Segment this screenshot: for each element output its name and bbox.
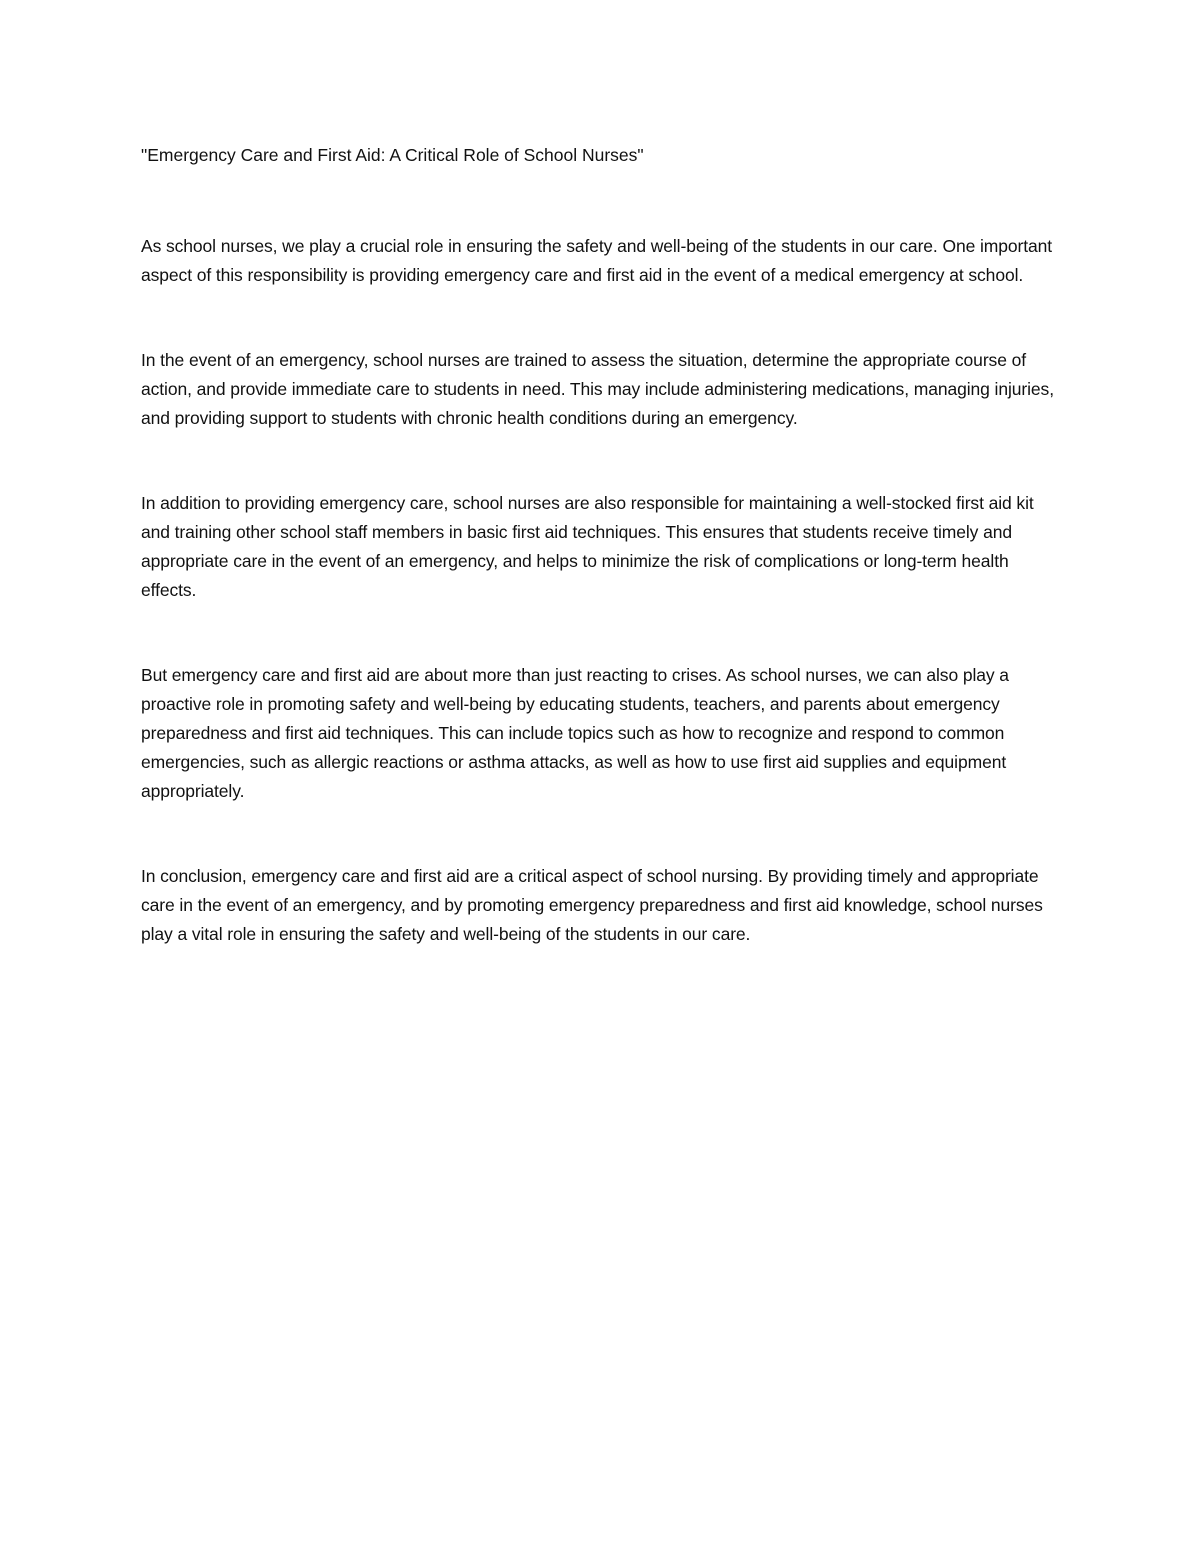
- paragraph-intro: As school nurses, we play a crucial role in ensuring the safety and well-being of the students in our care. One important aspect of this responsibility is providing emergency care and first aid in the event of a medical emergency at school.: [141, 236, 1053, 285]
- paragraph-conclusion: In conclusion, emergency care and first aid are a critical aspect of school nursing. By providing timely and appropriate care in the event of an emergency, and by promoting emergency preparedness and first aid knowledge, school nurses play a vital role in ensuring the safety and well-being of the students in our care.: [141, 866, 1043, 944]
- spacer: [141, 433, 1059, 489]
- paragraph-proactive-role: But emergency care and first aid are about more than just reacting to crises. As school nurses, we can also play a proactive role in promoting safety and well-being by educating students, teachers, and parents about emergency preparedness and first aid techniques. This can include topics such as how to recognize and respond to common emergencies, such as allergic reactions or asthma attacks, as well as how to use first aid supplies and equipment appropriately.: [141, 665, 1009, 801]
- document-title: "Emergency Care and First Aid: A Critical Role of School Nurses": [141, 145, 644, 165]
- spacer: [141, 290, 1059, 346]
- paragraph-first-aid-kit: In addition to providing emergency care, school nurses are also responsible for maintaining a well-stocked first aid kit and training other school staff members in basic first aid techniques. This ensures that students receive timely and appropriate care in the event of an emergency, and helps to minimize the risk of complications or long-term health effects.: [141, 493, 1034, 600]
- spacer: [141, 605, 1059, 661]
- spacer: [141, 806, 1059, 862]
- paragraph-emergency-response: In the event of an emergency, school nurses are trained to assess the situation, determine the appropriate course of action, and provide immediate care to students in need. This may include administering medications, managing injuries, and providing support to students with chronic health conditions during an emergency.: [141, 350, 1054, 428]
- spacer: [141, 170, 1059, 232]
- document-body: [141, 141, 1059, 949]
